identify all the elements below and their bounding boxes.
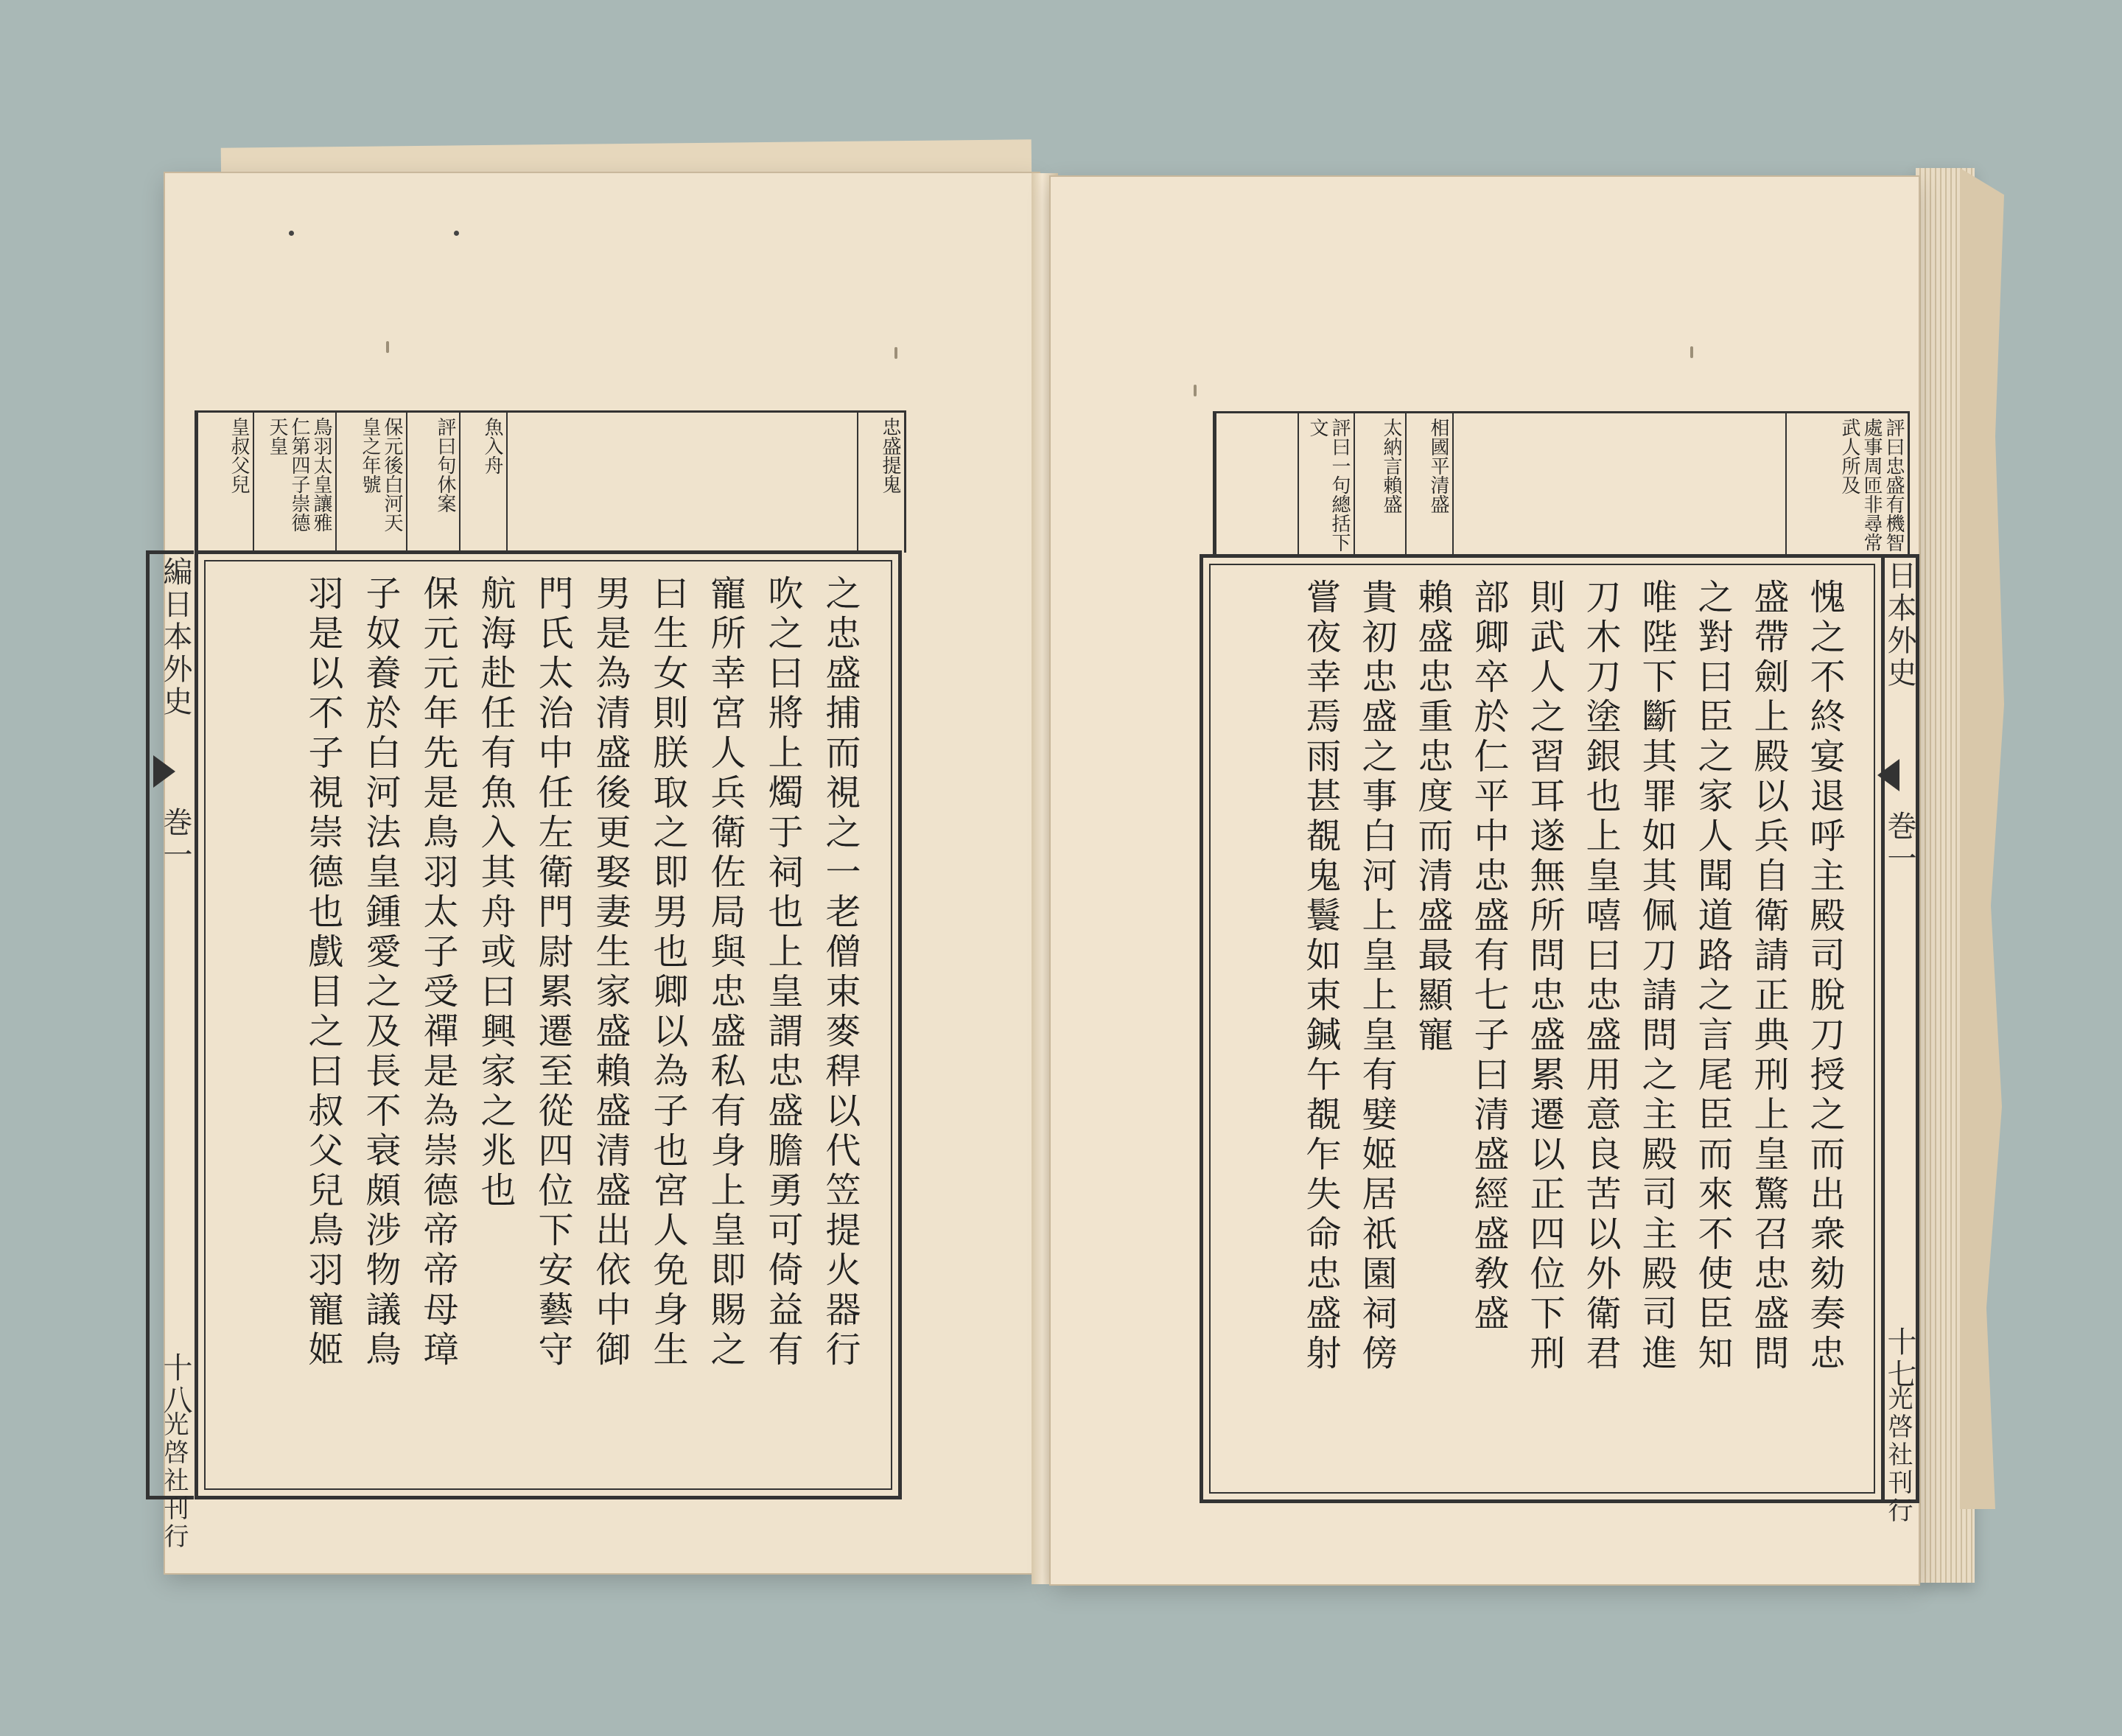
text-column: 盛帶劍上殿以兵自衛請正典刑上皇驚召忠盛問	[1748, 578, 1789, 1374]
header-cell: 太納言賴盛	[1354, 413, 1405, 556]
text-column: 男是為清盛後更娶妻生家盛賴盛清盛出依中御	[589, 575, 631, 1371]
header-cell-empty	[506, 413, 857, 553]
gutter-volume: 巻一	[1883, 811, 1916, 875]
left-annotation-header	[195, 410, 906, 553]
gutter-page-number: 十七	[1883, 1326, 1916, 1391]
gutter-publisher: 光啓社刊行	[1883, 1385, 1913, 1525]
text-column: 貴初忠盛之事白河上皇上皇有嬖姬居祇園祠傍	[1356, 578, 1397, 1374]
text-column: 門氏太治中任左衛門尉累遷至從四位下安藝守	[532, 575, 573, 1371]
text-column: 寵所幸宮人兵衛佐局與忠盛私有身上皇即賜之	[704, 575, 746, 1371]
torn-page-edge	[1960, 168, 2004, 1509]
gutter-publisher: 光啓社刊行	[159, 1411, 189, 1551]
gutter-book-title: 日本外史	[1883, 560, 1916, 690]
gutter-page-number: 十八	[158, 1352, 192, 1417]
header-cell-empty	[1215, 413, 1298, 556]
text-column: 部卿卒於仁平中忠盛有七子曰清盛經盛敎盛	[1468, 578, 1509, 1334]
text-column: 吹之曰將上燭于祠也上皇謂忠盛膽勇可倚益有	[762, 575, 803, 1371]
text-column: 保元元年先是鳥羽太子受禪是為崇德帝帝母璋	[417, 575, 458, 1371]
text-column: 則武人之習耳遂無所問忠盛累遷以正四位下刑	[1524, 578, 1565, 1374]
header-cell: 鳥羽太皇讓雅仁第四子崇德天皇	[253, 413, 335, 553]
stitch-mark	[386, 341, 389, 353]
header-cell: 皇叔父兒	[197, 413, 253, 553]
text-column: 唯陛下斷其罪如其佩刀請問之主殿司主殿司進	[1636, 578, 1677, 1374]
text-column: 羽是以不子視崇德也戲目之曰叔父兒鳥羽寵姬	[302, 575, 343, 1371]
text-column: 曰生女則朕取之即男也卿以為子也宮人免身生	[647, 575, 688, 1371]
text-column: 之對曰臣之家人聞道路之言尾臣而來不使臣知	[1692, 578, 1733, 1374]
gutter-book-title: 編日本外史	[158, 556, 192, 718]
text-column: 之忠盛捕而視之一老僧束麥稈以代笠提火器行	[819, 575, 861, 1371]
header-cell: 保元後白河天皇之年號	[335, 413, 406, 553]
right-page	[1051, 177, 1919, 1584]
header-cell-empty	[1452, 413, 1785, 556]
left-text-frame	[195, 550, 902, 1499]
binding-hole	[289, 231, 294, 236]
stitch-mark	[1194, 385, 1197, 396]
text-column: 刀木刀塗銀也上皇嘻曰忠盛用意良苦以外衛君	[1580, 578, 1621, 1374]
text-column: 子奴養於白河法皇鍾愛之及長不衰頗涉物議鳥	[360, 575, 401, 1371]
text-column: 航海赴任有魚入其舟或曰興家之兆也	[475, 575, 516, 1211]
text-column: 賴盛忠重忠度而清盛最顯寵	[1412, 578, 1453, 1056]
stitch-mark	[1690, 346, 1693, 358]
header-cell: 相國平清盛	[1405, 413, 1452, 556]
right-annotation-header	[1213, 411, 1910, 556]
header-cell: 評曰忠盛有機智處事周匝非尋常武人所及	[1785, 413, 1908, 556]
text-column: 愧之不終宴退呼主殿司脫刀授之而出衆劾奏忠	[1804, 578, 1845, 1374]
right-text-frame	[1200, 554, 1885, 1503]
stitch-mark	[894, 347, 897, 359]
gutter-volume: 巻一	[158, 807, 192, 872]
binding-hole	[454, 231, 459, 236]
header-cell: 評曰一句總括下文	[1298, 413, 1354, 556]
left-page	[158, 173, 1039, 1573]
fold-mark	[1877, 759, 1899, 791]
text-column: 嘗夜幸焉雨甚覩鬼鬟如束鍼午覩乍失命忠盛射	[1300, 578, 1341, 1374]
header-cell: 忠盛提鬼	[857, 413, 904, 553]
header-cell: 魚入舟	[459, 413, 506, 553]
fold-mark	[153, 755, 175, 788]
header-cell: 評曰句休案	[406, 413, 459, 553]
